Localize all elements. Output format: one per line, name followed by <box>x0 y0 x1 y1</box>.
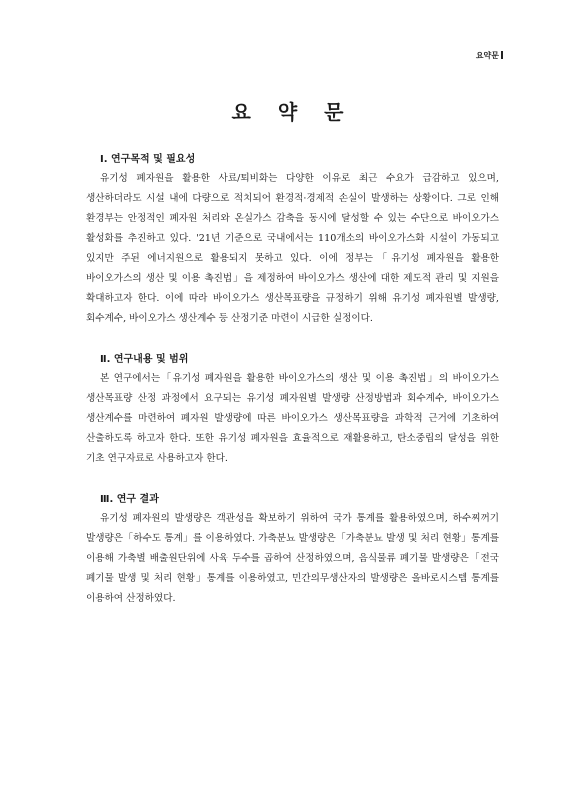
section-results <box>86 490 499 609</box>
section-paragraph: 유기성 폐자원을 활용한 사료/퇴비화는 다양한 이유로 최근 수요가 급감하고 있으며, 생산하더라도 시설 내에 다량으로 적치되어 환경적·경제적 손실이 발생하는 상황이다. 그로 인해 환경부는 안정적인 폐자원 처리와 온실가스 감축을 동시에 달성할 수 있는 수단으로 바이오가스 활성화를 추진하고 있다. '21년 기준으로 국내에서는 110개소의 바이오가스화 시설이 가동되고 있지만 주된 에너지원으로 활용되지 못하고 있다. 이에 정부는「유기성 폐자원을 활용한 바이오가스의 생산 및 이용 촉진법」을 제정하여 바이오가스 생산에 대한 제도적 관리 및 지원을 확대하고자 한다. 이에 따라 바이오가스 생산목표량을 규정하기 위해 유기성 폐자원별 발생량, 회수계수, 바이오가스 생산계수 등 산정기준 마련이 시급한 실정이다. <box>86 173 499 324</box>
running-header <box>476 50 503 61</box>
section-purpose <box>86 150 499 329</box>
section-heading: Ⅱ. 연구내용 및 범위 <box>100 354 189 365</box>
section-heading: Ⅰ. 연구목적 및 필요성 <box>100 154 196 165</box>
page-title: 요 약 문 <box>231 100 354 124</box>
section-scope <box>86 350 499 469</box>
section-heading: Ⅲ. 연구 결과 <box>100 494 159 505</box>
document-body <box>86 150 499 630</box>
section-paragraph: 본 연구에서는「유기성 폐자원을 활용한 바이오가스의 생산 및 이용 촉진법」의 바이오가스 생산목표량 산정 과정에서 요구되는 유기성 폐자원별 발생량 산정방법과 회수계수, 바이오가스 생산계수를 마련하여 폐자원 발생량에 따른 바이오가스 생산목표량을 과학적 근거에 기초하여 산출하도록 하고자 한다. 또한 유기성 폐자원을 효율적으로 재활용하고, 탄소중립의 달성을 위한 기초 연구자료로 사용하고자 한다. <box>86 373 499 464</box>
running-header-text: 요약문 <box>475 51 499 60</box>
section-paragraph: 유기성 폐자원의 발생량은 객관성을 확보하기 위하여 국가 통계를 활용하였으며, 하수찌꺼기 발생량은「하수도 통계」를 이용하였다. 가축분뇨 발생량은「가축분뇨 발생 및 처리 현황」통계를 이용해 가축별 배출원단위에 사육 두수를 곱하여 산정하였으며, 음식물류 폐기물 발생량은「전국 폐기물 발생 및 처리 현황」통계를 이용하였고, 민간의무생산자의 발생량은 올바로시스템 통계를 이용하여 산정하였다. <box>86 513 499 604</box>
header-bar-mark <box>501 51 503 59</box>
